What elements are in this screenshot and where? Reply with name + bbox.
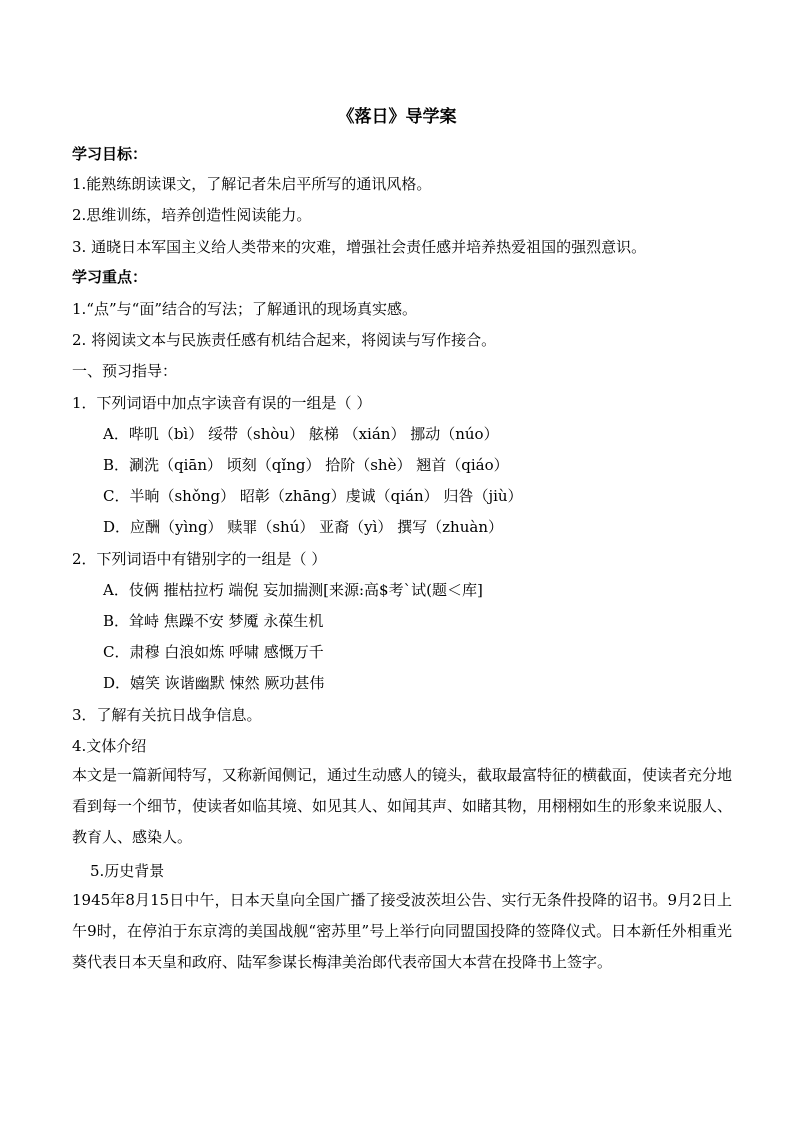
objective-item: 1.能熟练朗读课文，了解记者朱启平所写的通讯风格。 [72,175,432,193]
question-2-stem: 2．下列词语中有错别字的一组是（ ） [72,550,327,568]
question-2-option-a: A．伎俩 摧枯拉朽 端倪 妄加揣测[来源:高$考`试(题＜库] [103,581,483,599]
genre-intro-heading: 4.文体介绍 [72,737,147,755]
genre-intro-paragraph: 本文是一篇新闻特写，又称新闻侧记，通过生动感人的镜头，截取最富特征的横截面，使读者充分地看到每一个细节，使读者如临其境、如见其人、如闻其声、如睹其物，用栩栩如生的形象来说服人、教育人、感染人。 [72,766,733,846]
objective-item: 2.思维训练，培养创造性阅读能力。 [72,206,312,224]
document-title: 《落日》导学案 [337,107,457,127]
key-point-item: 1.“点”与“面”结合的写法；了解通讯的现场真实感。 [72,300,417,318]
question-1-option-c: C．半晌（shǒng） 昭彰（zhāng）虔诚（qián） 归咎（jiù） [103,487,523,505]
question-2-option-b: B．耸峙 焦躁不安 梦魇 永葆生机 [103,612,324,630]
question-3: 3．了解有关抗日战争信息。 [72,706,262,724]
key-points-heading: 学习重点： [72,268,148,286]
question-1-option-d: D．应酬（yìng） 赎罪（shú） 亚裔（yì） 撰写（zhuàn） [103,518,503,536]
question-2-option-d: D．嬉笑 诙谐幽默 悚然 厥功甚伟 [103,674,325,692]
key-point-item: 2. 将阅读文本与民族责任感有机结合起来，将阅读与写作接合。 [72,331,497,349]
question-1-stem: 1．下列词语中加点字读音有误的一组是（ ） [72,394,372,412]
question-1-option-a: A．哔叽（bì） 绥带（shòu） 舷梯 （xián） 挪动（núo） [103,425,499,443]
history-background-heading: 5.历史背景 [90,862,165,880]
question-1-option-b: B．涮洗（qiān） 顷刻（qǐng） 拾阶（shè） 翘首（qiáo） [103,456,509,474]
objective-item: 3. 通晓日本军国主义给人类带来的灾难，增强社会责任感并培养热爱祖国的强烈意识。 [72,238,647,256]
preview-heading: 一、预习指导： [72,362,178,380]
objectives-heading: 学习目标： [72,145,148,163]
history-background-paragraph: 1945年8月15日中午，日本天皇向全国广播了接受波茨坦公告、实行无条件投降的诏书。9月2日上午9时，在停泊于东京湾的美国战舰“密苏里”号上举行向同盟国投降的签降仪式。日本新任外相重光葵代表日本天皇和政府、陆军参谋长梅津美治郎代表帝国大本营在投降书上签字。 [72,891,732,971]
question-2-option-c: C．肃穆 白浪如炼 呼啸 感慨万千 [103,643,324,661]
